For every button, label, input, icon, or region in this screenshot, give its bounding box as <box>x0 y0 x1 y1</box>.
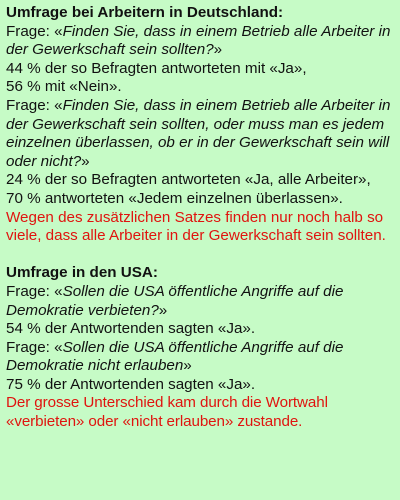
usa-conclusion: Der grosse Unterschied kam durch die Wortwahl «verbieten» oder «nicht erlauben» zustande. <box>6 394 328 431</box>
usa-question-1-text: Sollen die USA öffentliche Angriffe auf die Demokratie verbieten? <box>6 282 344 319</box>
germany-q1-answer-no: 56 % mit «Nein». <box>6 78 122 96</box>
usa-question-2-text: Sollen die USA öffentliche Angriffe auf die Demokratie nicht erlauben <box>6 338 344 375</box>
question-prefix: Frage: « <box>6 282 63 300</box>
germany-question-2 <box>6 97 394 171</box>
germany-q1-answer-yes: 44 % der so Befragten antworteten mit «Ja», <box>6 59 307 77</box>
question-prefix: Frage: <box>6 96 55 114</box>
usa-question-2 <box>6 339 394 376</box>
germany-question-1 <box>6 23 394 60</box>
question-prefix: Frage: « <box>6 338 63 356</box>
close-quote: » <box>213 41 223 59</box>
question-prefix: Frage: <box>6 22 55 40</box>
germany-question-2-text: Finden Sie, dass in einem Betrieb alle Arbeiter in der Gewerkschaft sein sollten, oder muss man es jedem einzelnen überlassen, ob er in der Gewerkschaft sein will oder nicht? <box>6 96 391 170</box>
usa-section <box>6 264 394 431</box>
usa-q1-answer: 54 % der Antwortenden sagten «Ja». <box>6 320 256 338</box>
close-quote: » <box>158 301 168 319</box>
open-quote: « <box>54 96 63 114</box>
close-quote: » <box>81 152 90 170</box>
germany-q2-answer-other: 70 % antworteten «Jedem einzelnen überlassen». <box>6 189 343 207</box>
usa-q2-answer: 75 % der Antwortenden sagten «Ja». <box>6 375 256 393</box>
germany-title: Umfrage bei Arbeitern in Deutschland: <box>6 4 284 21</box>
usa-title: Umfrage in den USA: <box>6 264 158 282</box>
open-quote: « <box>54 22 63 40</box>
germany-conclusion: Wegen des zusätzlichen Satzes finden nur noch halb so viele, dass alle Arbeiter in der Gewerkschaft sein sollten. <box>6 208 386 245</box>
usa-question-1 <box>6 283 394 320</box>
close-quote: » <box>183 357 192 375</box>
germany-q2-answer-yes: 24 % der so Befragten antworteten «Ja, alle Arbeiter», <box>6 171 371 189</box>
germany-question-1-text: Finden Sie, dass in einem Betrieb alle Arbeiter in der Gewerkschaft sein sollten? <box>6 22 391 59</box>
germany-section <box>6 4 394 246</box>
